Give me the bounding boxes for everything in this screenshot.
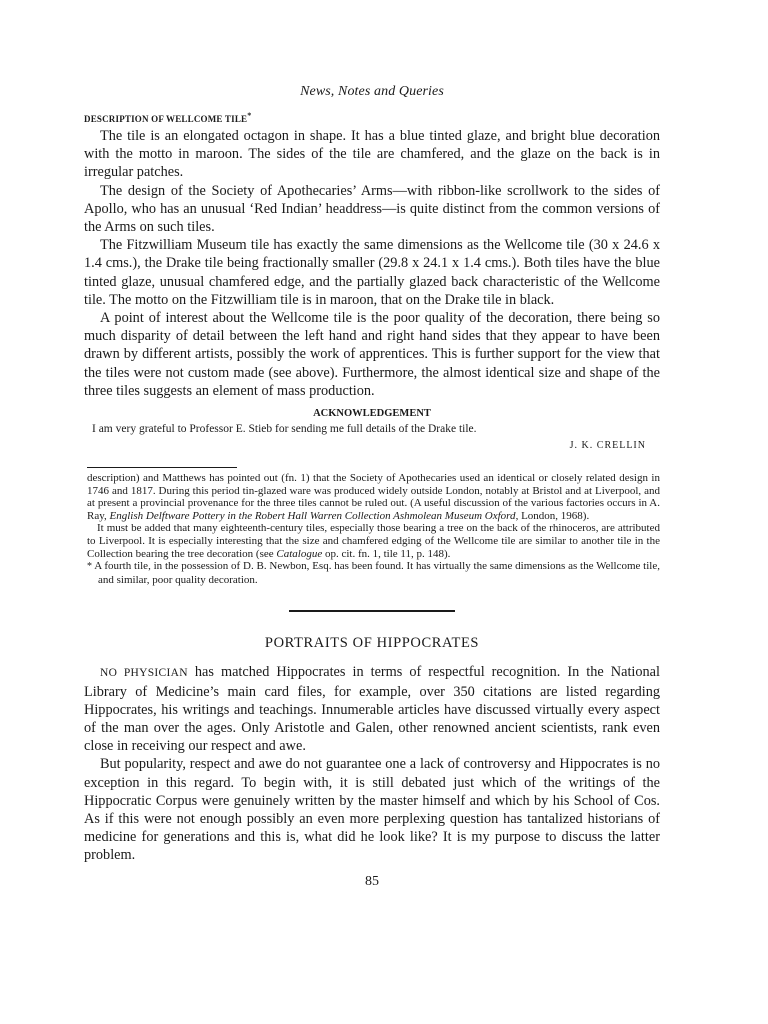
section-title: PORTRAITS OF HIPPOCRATES [264, 635, 480, 652]
tile-section-heading [84, 109, 660, 126]
footnote-text: description) and Matthews has pointed out (fn. 1) that the Society of Apothecaries used an identical or closely related design in 1746 and 1817. During this period tin-glazed ware was produced widely outside London, notably at Bristol and at Liverpool, and at present a provincial provenance for the three tiles cannot be ruled out. (A useful discussion of the various factories occurs in A. Ray, [87, 472, 660, 522]
author-signature: J. K. CRELLIN [569, 440, 646, 452]
document-page [84, 84, 660, 891]
tile-paragraph: The Fitzwilliam Museum tile has exactly the same dimensions as the Wellcome tile (30 x 24.6 x 1.4 cms.), the Drake tile being fractionally smaller (29.8 x 24.1 x 1.4 cms.). Both tiles have the blue tinted glaze, unusual chamfered edge, and the partially glazed back characteristic of the Wellcome tile. The motto on the Fitzwilliam tile is in maroon, that on the Drake tile in black. [84, 237, 660, 308]
footnote-text: op. cit. fn. 1, tile 11, p. 148). [322, 547, 451, 560]
acknowledgement-heading: ACKNOWLEDGEMENT [313, 408, 431, 420]
footnote-paragraph [84, 472, 660, 522]
section-separator-rule [289, 610, 455, 612]
tile-paragraph: A point of interest about the Wellcome tile is the poor quality of the decoration, there being so much disparity of detail between the left hand and right hand sides that they appear to have been drawn by different artists, possibly the work of apprentices. This is further support for the view that the tiles were not custom made (see above). Furthermore, the almost identical size and shape of the three tiles suggests an element of mass production. [84, 310, 660, 399]
footnote-text: It must be added that many eighteenth-century tiles, especially those bearing a tree on the back of the rhinoceros, are attributed to Liverpool. It is especially interesting that the size and chamfered edging of the Wellcome tile are similar to another tile in the Collection bearing the tree decoration (see [87, 522, 660, 560]
footnote-book-title: English Delftware Pottery in the Robert Hall Warren Collection Ashmolean Museum Oxford [109, 509, 516, 522]
page-number: 85 [365, 873, 379, 889]
footnote-catalogue-title: Catalogue [276, 547, 323, 560]
footnote-star [84, 560, 660, 586]
small-caps-lead: NO PHYSICIAN [100, 667, 188, 680]
tile-section-heading-text: DESCRIPTION OF WELLCOME TILE [84, 114, 248, 124]
hippocrates-paragraph: But popularity, respect and awe do not guarantee one a lack of controversy and Hippocrates is no exception in this regard. To begin with, it is still debated just which of the writings of the Hippocratic Corpus were genuinely written by the master himself and which by his School of Cos. As if this were not enough possibly an even more perplexing question has tantalized historians of medicine for generations and this is, what did he look like? It is my purpose to discuss the latter problem. [84, 756, 660, 864]
acknowledgement-text: I am very grateful to Professor E. Stieb for sending me full details of the Drake tile. [92, 423, 477, 436]
footnote-paragraph [84, 522, 660, 560]
asterisk-icon: * [87, 561, 92, 573]
footnote-rule [87, 467, 237, 468]
tile-paragraph: The design of the Society of Apothecaries’ Arms—with ribbon-like scrollwork to the sides of Apollo, who has an unusual ‘Red Indian’ headdress—is quite distinct from the common versions of the Arms on such tiles. [84, 182, 660, 236]
footnote-mark: * [247, 111, 252, 120]
footnote-star-text: A fourth tile, in the possession of D. B. Newbon, Esq. has been found. It has virtually the same dimensions as the Wellcome tile, and similar, poor quality decoration. [94, 560, 660, 586]
footnote-text: , London, 1968). [515, 509, 590, 522]
paragraph-text: has matched Hippocrates in terms of respectful recognition. In the National Library of Medicine’s main card files, for example, over 350 citations are listed regarding Hippocrates, his writings and teachings. Innumerable articles have discussed virtually every aspect of the man over the ages. Only Aristotle and Galen, other renowned ancient scientists, rank even close in receiving our respect and awe. [84, 664, 660, 755]
hippocrates-paragraph [84, 663, 660, 755]
running-head: News, Notes and Queries [300, 84, 444, 99]
tile-paragraph: The tile is an elongated octagon in shape. It has a blue tinted glaze, and bright blue decoration with the motto in maroon. The sides of the tile are chamfered, and the glaze on the back is in irregular patches. [84, 128, 660, 181]
